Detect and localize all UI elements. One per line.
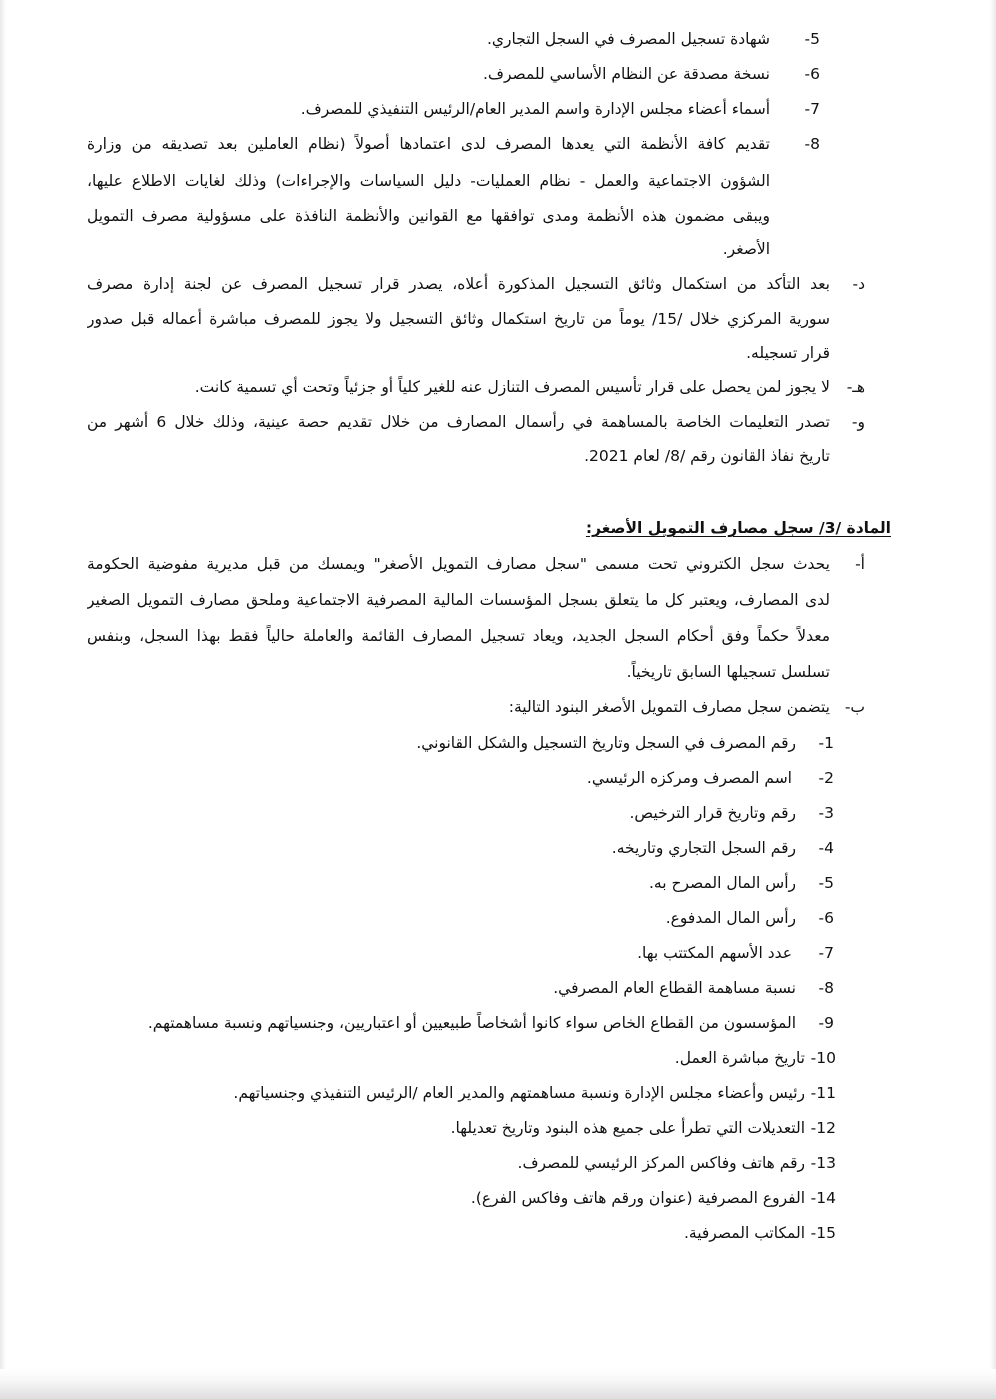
item-marker: 7- [818, 944, 834, 962]
item-text: رأس المال المصرح به. [648, 874, 796, 892]
list-text-line: ويبقى مضمون هذه الأنظمة ومدى توافقها مع القوانين والأنظمة النافذة على مسؤولية مصرف التمويل [87, 207, 770, 225]
list-text: شهادة تسجيل المصرف في السجل التجاري. [486, 30, 770, 48]
item-text: المؤسسون من القطاع الخاص سواء كانوا أشخاصاً طبيعيين أو اعتباريين، وجنسياتهم ونسبة مساهمتهم. [147, 1014, 796, 1032]
paragraph-line: يتضمن سجل مصارف التمويل الأصغر البنود التالية: [508, 698, 830, 716]
scan-edge-bottom [0, 1369, 996, 1399]
list-marker: 6- [804, 65, 820, 83]
item-marker: 10- [810, 1049, 836, 1067]
section-marker: د- [852, 275, 865, 293]
item-text: عدد الأسهم المكتتب بها. [637, 944, 792, 962]
item-text: رقم المصرف في السجل وتاريخ التسجيل والشكل القانوني. [416, 734, 796, 752]
item-marker: 15- [810, 1224, 836, 1242]
item-marker: 9- [818, 1014, 834, 1032]
paragraph-line: لا يجوز لمن يحصل على قرار تأسيس المصرف التنازل عنه للغير كلياً أو جزئياً وتحت أي تسمية كانت. [194, 378, 830, 396]
list-marker: 5- [804, 30, 820, 48]
paragraph-line: تسلسل تسجيلها السابق تاريخياً. [626, 663, 830, 681]
article-title: المادة /3/ سجل مصارف التمويل الأصغر: [585, 519, 891, 537]
list-text: تقديم كافة الأنظمة التي يعدها المصرف لدى اعتمادها أصولاً (نظام العاملين بعد تصديقه من وزارة [87, 135, 770, 153]
item-marker: 12- [810, 1119, 836, 1137]
section-marker: هـ- [846, 378, 865, 396]
list-text-line: الأصغر. [722, 240, 770, 258]
section-marker: ب- [844, 698, 865, 716]
paragraph-line: بعد التأكد من استكمال وثائق التسجيل المذكورة أعلاه، يصدر قرار تسجيل المصرف عن لجنة إدارة مصرف [87, 275, 830, 293]
section-marker: و- [851, 413, 865, 431]
item-text: نسبة مساهمة القطاع العام المصرفي. [553, 979, 796, 997]
item-marker: 4- [818, 839, 834, 857]
list-marker: 8- [804, 135, 820, 153]
item-text: الفروع المصرفية (عنوان ورقم هاتف وفاكس الفرع). [470, 1189, 805, 1207]
list-text: أسماء أعضاء مجلس الإدارة واسم المدير العام/الرئيس التنفيذي للمصرف. [300, 100, 770, 118]
list-text-line: الشؤون الاجتماعية والعمل - نظام العمليات- دليل السياسات والإجراءات) وذلك لغايات الاطلاع عليها، [87, 172, 770, 190]
section-marker: أ- [855, 555, 865, 573]
item-marker: 13- [810, 1154, 836, 1172]
item-text: رقم وتاريخ قرار الترخيص. [629, 804, 796, 822]
item-text: رئيس وأعضاء مجلس الإدارة ونسبة مساهمتهم والمدير العام /الرئيس التنفيذي وجنسياتهم. [233, 1084, 805, 1102]
item-text: تاريخ مباشرة العمل. [674, 1049, 805, 1067]
paragraph-line: تاريخ نفاذ القانون رقم /8/ لعام 2021. [584, 447, 830, 465]
item-text: رقم هاتف وفاكس المركز الرئيسي للمصرف. [517, 1154, 805, 1172]
list-text: نسخة مصدقة عن النظام الأساسي للمصرف. [482, 65, 770, 83]
item-marker: 6- [818, 909, 834, 927]
paragraph-line: سورية المركزي خلال /15/ يوماً من تاريخ استكمال وثائق التسجيل ولا يجوز للمصرف مباشرة أعماله قبل صدور [87, 310, 830, 328]
paragraph-line: لدى المصارف، ويعتبر كل ما يتعلق بسجل المؤسسات المالية المصرفية الاجتماعية وملحق مصارف التمويل الصغير [87, 591, 830, 609]
scan-edge-right [990, 0, 996, 1399]
item-marker: 11- [810, 1084, 836, 1102]
list-marker: 7- [804, 100, 820, 118]
item-marker: 8- [818, 979, 834, 997]
item-text: التعديلات التي تطرأ على جميع هذه البنود وتاريخ تعديلها. [450, 1119, 805, 1137]
paragraph-line: تصدر التعليمات الخاصة بالمساهمة في رأسمال المصارف من خلال تقديم حصة عينية، وذلك خلال 6 أشهر من [87, 413, 830, 431]
item-marker: 1- [818, 734, 834, 752]
item-text: اسم المصرف ومركزه الرئيسي. [586, 769, 792, 787]
scan-edge-left [0, 0, 6, 1399]
item-marker: 14- [810, 1189, 836, 1207]
item-text: رأس المال المدفوع. [665, 909, 796, 927]
item-marker: 2- [818, 769, 834, 787]
item-marker: 5- [818, 874, 834, 892]
item-text: المكاتب المصرفية. [683, 1224, 805, 1242]
paragraph-line: معدلاً حكماً وفق أحكام السجل الجديد، ويعاد تسجيل المصارف القائمة والعاملة حالياً فقط بهذا السجل، وبنفس [87, 627, 830, 645]
paragraph-line: قرار تسجيله. [746, 344, 830, 362]
item-text: رقم السجل التجاري وتاريخه. [611, 839, 796, 857]
item-marker: 3- [818, 804, 834, 822]
paragraph-line: يحدث سجل الكتروني تحت مسمى "سجل مصارف التمويل الأصغر" ويمسك من قبل مديرية مفوضية الحكومة [87, 555, 830, 573]
